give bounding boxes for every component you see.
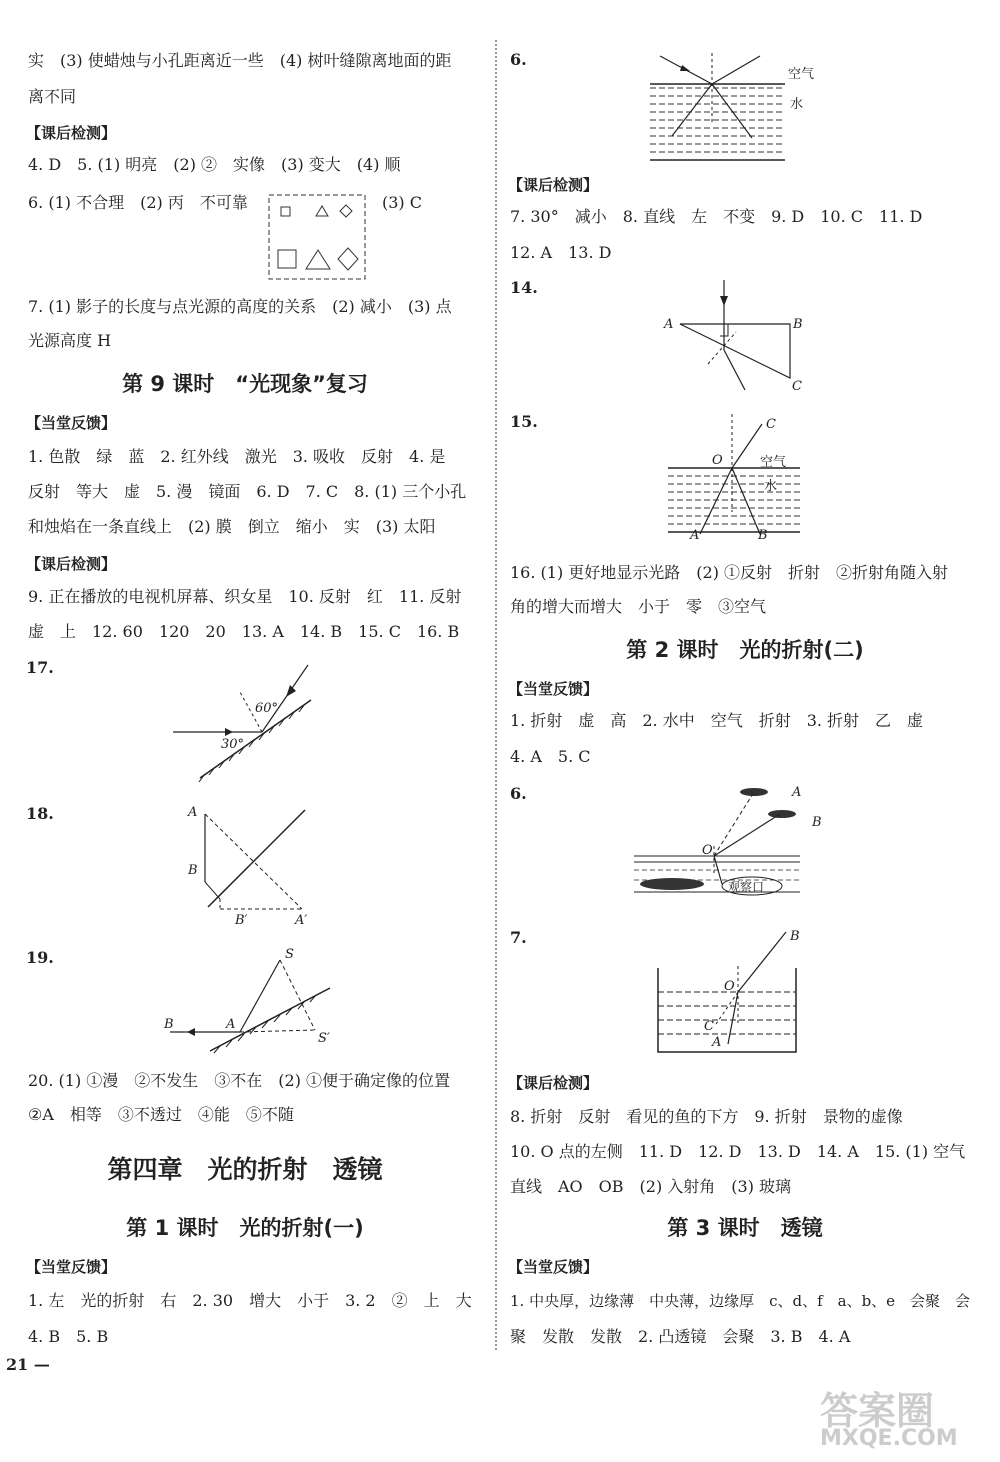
question-number: 14.: [510, 278, 538, 297]
point-label: B: [188, 863, 198, 878]
point-label: B: [790, 929, 800, 944]
answer-line: 6. (1) 不合理 (2) 丙 不可靠: [28, 193, 248, 212]
answer-line: 直线 AO OB (2) 入射角 (3) 玻璃: [510, 1177, 792, 1196]
page-number: 21 —: [6, 1355, 50, 1374]
point-label: B: [812, 815, 822, 830]
medium-label: 空气: [760, 455, 787, 470]
point-label: C: [766, 417, 776, 432]
answer-line: 8. 折射 反射 看见的鱼的下方 9. 折射 景物的虚像: [510, 1107, 903, 1126]
question-number: 7.: [510, 928, 527, 947]
point-label: A: [188, 805, 198, 820]
lesson-heading: 第 9 课时 “光现象”复习: [122, 372, 368, 396]
answer-line: ②A 相等 ③不透过 ④能 ⑤不随: [28, 1105, 294, 1124]
medium-label: 水: [764, 479, 778, 494]
point-label: S′: [318, 1031, 330, 1046]
point-label: O: [712, 453, 723, 468]
section-label: 【当堂反馈】: [26, 1258, 117, 1276]
section-label: 【课后检测】: [26, 555, 117, 573]
point-label: B′: [235, 913, 248, 928]
reflection-figure-17: [165, 660, 485, 785]
chapter-heading: 第四章 光的折射 透镜: [107, 1155, 383, 1184]
answer-line: 离不同: [28, 87, 77, 106]
lesson-heading: 第 2 课时 光的折射(二): [626, 638, 864, 662]
answer-line: 1. 左 光的折射 右 2. 30 增大 小于 3. 2 ② 上 大: [28, 1291, 472, 1310]
point-label: B: [793, 317, 803, 332]
fish-observe-figure-6: [630, 780, 830, 905]
answer-line: 1. 色散 绿 蓝 2. 红外线 激光 3. 吸收 反射 4. 是: [28, 447, 446, 466]
medium-label: 水: [790, 97, 804, 112]
prism-figure-14: [660, 278, 810, 393]
container-figure-7: [650, 926, 810, 1056]
point-label: A: [792, 785, 802, 800]
section-label: 【当堂反馈】: [508, 680, 599, 698]
point-label: A: [690, 528, 700, 543]
medium-label: 空气: [788, 67, 815, 82]
section-label: 【当堂反馈】: [508, 1258, 599, 1276]
question-number: 6.: [510, 784, 527, 803]
answer-line: 7. 30° 减小 8. 直线 左 不变 9. D 10. C 11. D: [510, 207, 923, 226]
question-number: 15.: [510, 412, 538, 431]
watermark-logo: 答案圈: [820, 1389, 935, 1433]
point-source-figure-19: [160, 946, 340, 1056]
answer-line: 7. (1) 影子的长度与点光源的高度的关系 (2) 减小 (3) 点: [28, 297, 452, 316]
answer-line: 9. 正在播放的电视机屏幕、织女星 10. 反射 红 11. 反射: [28, 587, 462, 606]
angle-label: 60°: [255, 701, 279, 716]
lesson-heading: 第 1 课时 光的折射(一): [126, 1216, 364, 1240]
answer-line: 角的增大而增大 小于 零 ③空气: [510, 597, 767, 616]
point-label: O: [702, 843, 713, 858]
column-divider: [495, 40, 497, 1350]
question-number: 17.: [26, 658, 54, 677]
answer-line: 1. 中央厚，边缘薄 中央薄，边缘厚 c、d、f a、b、e 会聚 会: [510, 1292, 971, 1310]
answer-line: 聚 发散 发散 2. 凸透镜 会聚 3. B 4. A: [510, 1327, 851, 1346]
point-label: S: [285, 947, 294, 962]
answer-line: 1. 折射 虚 高 2. 水中 空气 折射 3. 折射 乙 虚: [510, 711, 924, 730]
answer-line: (3) C: [382, 193, 422, 212]
mirror-image-figure-18: [180, 802, 330, 927]
answer-line: 16. (1) 更好地显示光路 (2) ①反射 折射 ②折射角随入射: [510, 563, 949, 582]
answer-line: 反射 等大 虚 5. 漫 镜面 6. D 7. C 8. (1) 三个小孔: [28, 482, 467, 501]
answer-line: 4. B 5. B: [28, 1327, 109, 1346]
answer-line: 20. (1) ①漫 ②不发生 ③不在 (2) ①便于确定像的位置: [28, 1071, 451, 1090]
point-label: C: [792, 379, 802, 394]
refraction-figure-15: [660, 412, 830, 542]
lesson-heading: 第 3 课时 透镜: [667, 1216, 823, 1240]
answer-line: 实 (3) 使蜡烛与小孔距离近一些 (4) 树叶缝隙离地面的距: [28, 51, 452, 70]
point-label: O: [724, 979, 735, 994]
answer-line: 4. D 5. (1) 明亮 (2) ② 实像 (3) 变大 (4) 顺: [28, 155, 401, 174]
answer-line: 和烛焰在一条直线上 (2) 膜 倒立 缩小 实 (3) 太阳: [28, 517, 436, 536]
observe-label: 观察口: [728, 880, 765, 894]
answer-line: 12. A 13. D: [510, 243, 612, 262]
question-number: 6.: [510, 50, 527, 69]
refraction-figure-6: [650, 48, 850, 163]
point-label: A: [712, 1035, 722, 1050]
angle-label: 30°: [221, 737, 245, 752]
point-label: B: [758, 528, 768, 543]
question-number: 19.: [26, 948, 54, 967]
question-number: 18.: [26, 804, 54, 823]
point-label: A: [226, 1017, 236, 1032]
point-label: A′: [295, 913, 308, 928]
section-label: 【课后检测】: [26, 124, 117, 142]
answer-line: 虚 上 12. 60 120 20 13. A 14. B 15. C 16. B: [28, 622, 460, 641]
section-label: 【课后检测】: [508, 176, 599, 194]
answer-line: 10. O 点的左侧 11. D 12. D 13. D 14. A 15. (1) 空气: [510, 1142, 966, 1161]
answer-line: 光源高度 H: [28, 331, 112, 350]
shapes-box-figure: [268, 194, 368, 282]
point-label: C: [704, 1019, 714, 1034]
section-label: 【课后检测】: [508, 1074, 599, 1092]
section-label: 【当堂反馈】: [26, 414, 117, 432]
answer-line: 4. A 5. C: [510, 747, 591, 766]
point-label: B: [164, 1017, 174, 1032]
watermark-url: MXQE.COM: [820, 1426, 958, 1451]
point-label: A: [664, 317, 674, 332]
